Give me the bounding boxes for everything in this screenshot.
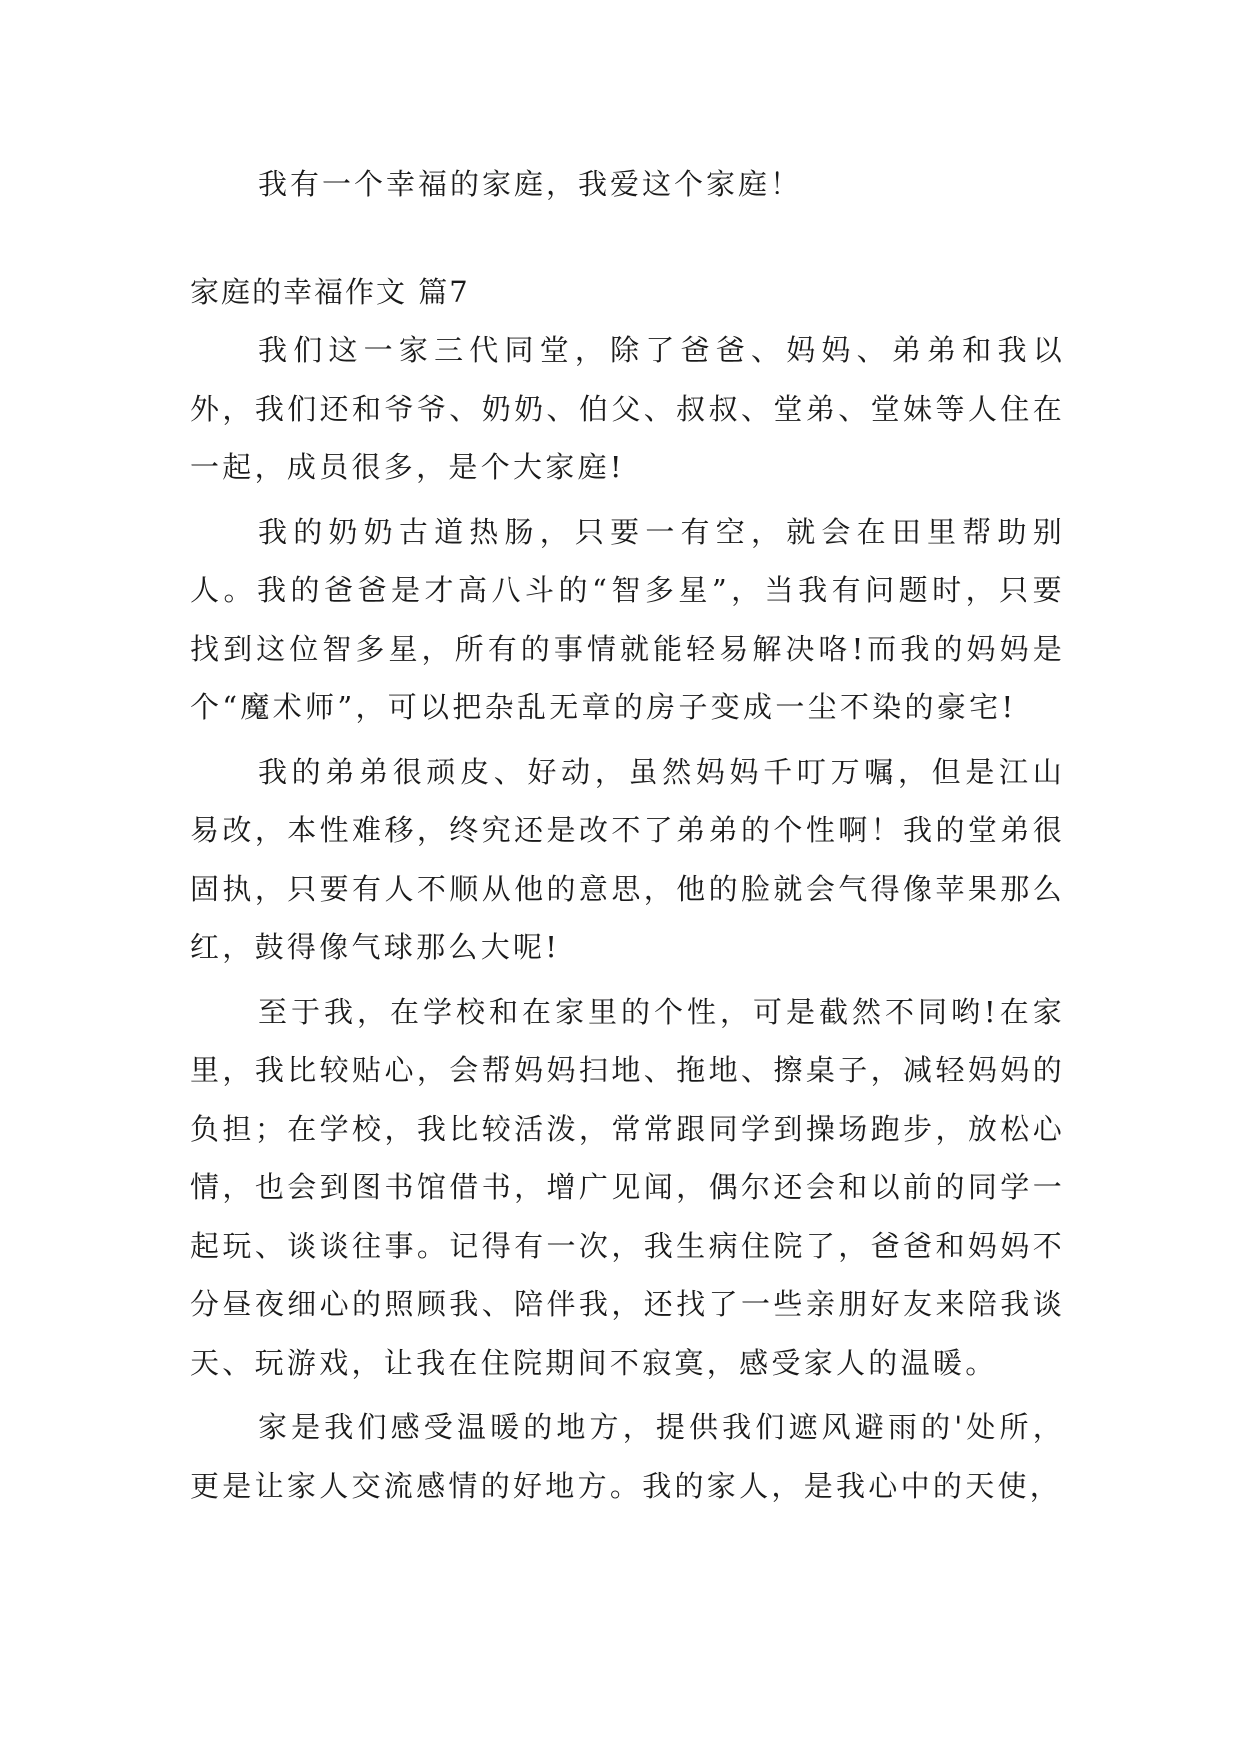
- closing-line: 我有一个幸福的家庭，我爱这个家庭！: [258, 167, 803, 201]
- paragraph-brother-cousin: 我的弟弟很顽皮、好动，虽然妈妈千叮万嘱，但是江山易改，本性难移，终究还是改不了弟弟的个性啊！我的堂弟很固执，只要有人不顺从他的意思，他的脸就会气得像苹果那么红，鼓得像气球那么大呢!: [190, 754, 1065, 964]
- paragraph-home-meaning: 家是我们感受温暖的地方，提供我们遮风避雨的'处所，更是让家人交流感情的好地方。我的家人，是我心中的天使，: [190, 1410, 1065, 1503]
- paragraph-grandma-parents: 我的奶奶古道热肠，只要一有空，就会在田里帮助别人。我的爸爸是才高八斗的“智多星”，当我有问题时，只要找到这位智多星，所有的事情就能轻易解决咯!而我的妈妈是个“魔术师”，可以把杂乱无章的房子变成一尘不染的豪宅!: [190, 514, 1065, 724]
- paragraph-family-members: 我们这一家三代同堂，除了爸爸、妈妈、弟弟和我以外，我们还和爷爷、奶奶、伯父、叔叔、堂弟、堂妹等人住在一起，成员很多，是个大家庭!: [190, 333, 1065, 484]
- document-body: [190, 155, 1065, 1521]
- paragraph-about-me: 至于我，在学校和在家里的个性，可是截然不同哟!在家里，我比较贴心，会帮妈妈扫地、拖地、擦桌子，减轻妈妈的负担；在学校，我比较活泼，常常跟同学到操场跑步，放松心情，也会到图书馆借书，增广见闻，偶尔还会和以前的同学一起玩、谈谈往事。记得有一次，我生病住院了，爸爸和妈妈不分昼夜细心的照顾我、陪伴我，还找了一些亲朋好友来陪我谈天、玩游戏，让我在住院期间不寂寞，感受家人的温暖。: [190, 994, 1065, 1380]
- article-title: 家庭的幸福作文 篇7: [190, 275, 470, 309]
